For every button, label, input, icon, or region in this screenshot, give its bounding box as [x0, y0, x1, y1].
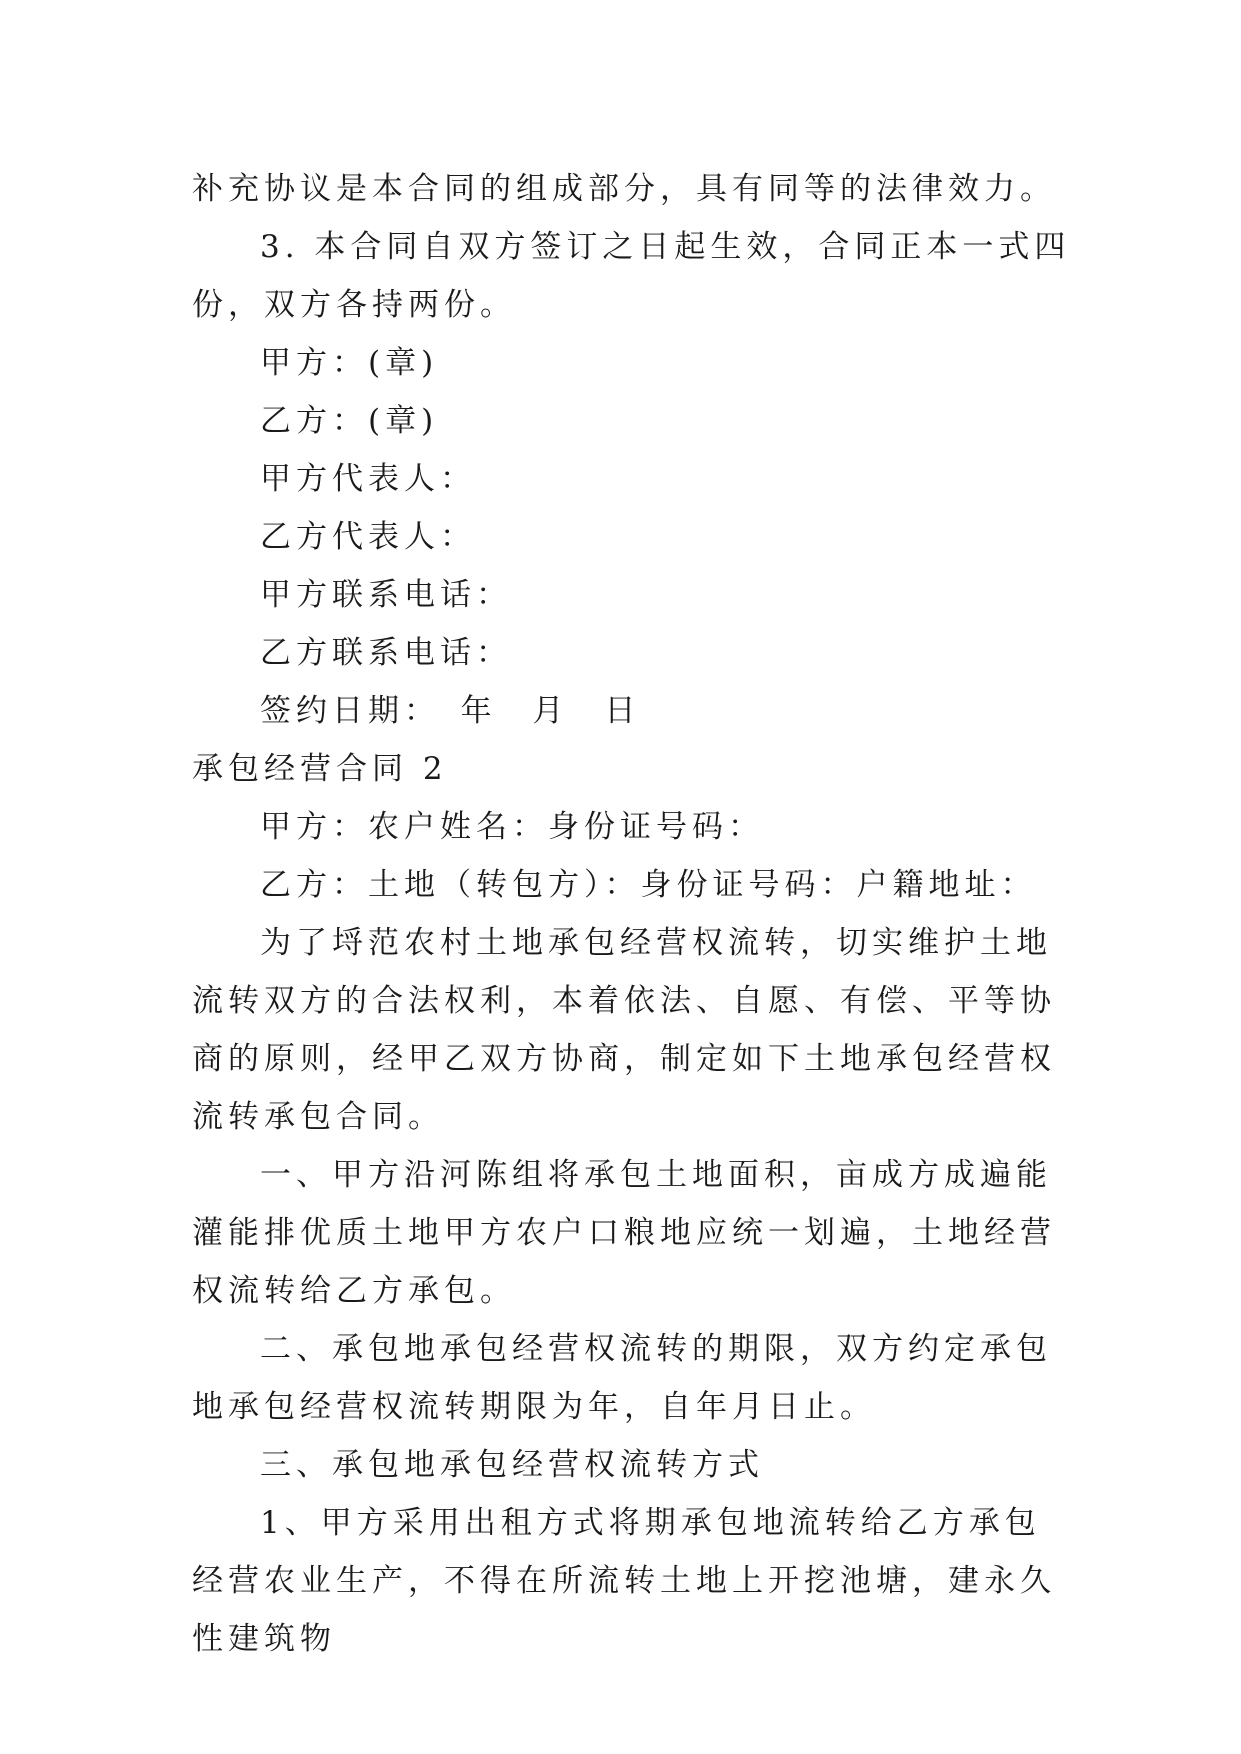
document-body	[192, 160, 1072, 1668]
signing-date: 签约日期： 年 月 日	[260, 693, 641, 729]
party-a-phone: 甲方联系电话：	[260, 577, 512, 613]
party-a-farmer-info: 甲方：农户姓名：身份证号码：	[260, 809, 764, 845]
party-b-representative: 乙方代表人：	[260, 519, 476, 555]
party-a-seal: 甲方：(章)	[260, 345, 439, 381]
party-b-land-info: 乙方：土地（转包方）：身份证号码：户籍地址：	[260, 867, 1037, 903]
paragraph-purpose: 为了埒范农村土地承包经营权流转，切实维护土地流转双方的合法权利，本着依法、自愿、有偿、平等协商的原则，经甲乙双方协商，制定如下土地承包经营权流转承包合同。	[192, 925, 1056, 1135]
party-b-seal: 乙方：(章)	[260, 403, 439, 439]
paragraph-clause-three-item-1: 1、甲方采用出租方式将期承包地流转给乙方承包经营农业生产，不得在所流转土地上开挖池塘，建永久性建筑物	[192, 1505, 1056, 1657]
paragraph-clause-one: 一、甲方沿河陈组将承包土地面积，亩成方成遍能灌能排优质土地甲方农户口粮地应统一划遍，土地经营权流转给乙方承包。	[192, 1157, 1056, 1309]
paragraph-clause-three-heading: 三、承包地承包经营权流转方式	[260, 1447, 764, 1483]
paragraph-clause-3: 3. 本合同自双方签订之日起生效，合同正本一式四份，双方各持两份。	[192, 229, 1071, 323]
party-a-representative: 甲方代表人：	[260, 461, 476, 497]
party-b-phone: 乙方联系电话：	[260, 635, 512, 671]
paragraph-clause-two: 二、承包地承包经营权流转的期限，双方约定承包地承包经营权流转期限为年，自年月日止。	[192, 1331, 1052, 1425]
contract-title-2: 承包经营合同 2	[192, 751, 448, 787]
paragraph-supplement-agreement: 补充协议是本合同的组成部分，具有同等的法律效力。	[192, 171, 1056, 207]
